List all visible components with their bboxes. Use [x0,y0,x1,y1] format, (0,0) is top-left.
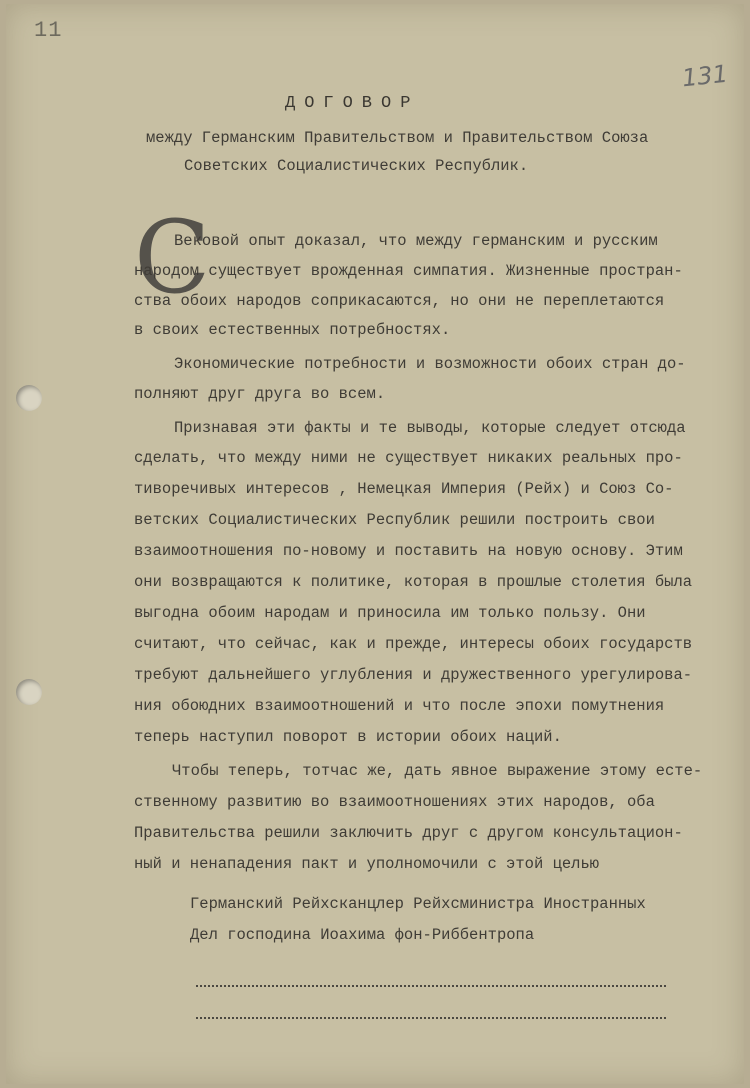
body-line: полняют друг друга во всем. [134,385,386,403]
ornamental-initial-mark: C [134,199,211,316]
body-line: Германский Рейхсканцлер Рейхсминистра Иностранных [190,895,646,913]
body-line: Чтобы теперь, тотчас же, дать явное выражение этому есте- [172,762,703,780]
body-line: считают, что сейчас, как и прежде, интересы обоих государств [134,635,693,653]
corner-mark: 11 [34,18,63,43]
body-line: тиворечивых интересов , Немецкая Империя (Рейх) и Союз Со- [134,480,674,498]
body-line: ственному развитию во взаимоотношениях этих народов, оба [134,793,655,811]
body-line: в своих естественных потребностях. [134,321,451,339]
body-line: ветских Социалистических Республик решили построить свои [134,511,655,529]
dotted-fill-line [196,1017,666,1019]
body-line: ства обоих народов соприкасаются, но они не переплетаются [134,292,665,310]
body-line: Дел господина Иоахима фон-Риббентропа [190,926,535,944]
page-number: 131 [680,59,730,93]
body-line: они возвращаются к политике, которая в прошлые столетия была [134,573,693,591]
subtitle-line: Советских Социалистических Республик. [184,157,529,175]
body-line: Признавая эти факты и те выводы, которые следует отсюда [174,419,686,437]
body-line: Правительства решили заключить друг с другом консультацион- [134,824,683,842]
punch-hole [16,679,42,705]
body-line: сделать, что между ними не существует никаких реальных про- [134,449,683,467]
body-line: теперь наступил поворот в истории обоих наций. [134,728,562,746]
body-line: Экономические потребности и возможности обоих стран до- [174,355,686,373]
subtitle-line: между Германским Правительством и Правительством Союза [146,129,649,147]
body-line: Вековой опыт доказал, что между германским и русским [174,232,658,250]
body-line: требуют дальнейшего углубления и дружественного урегулирова- [134,666,693,684]
body-line: ный и ненападения пакт и уполномочили с этой целью [134,855,600,873]
body-line: выгодна обоим народам и приносила им только пользу. Они [134,604,646,622]
body-line: взаимоотношения по-новому и поставить на новую основу. Этим [134,542,683,560]
body-line: ния обоюдних взаимоотношений и что после эпохи помутнения [134,697,665,715]
dotted-fill-line [196,985,666,987]
document-title: ДОГОВОР [285,94,420,113]
body-line: народом существует врожденная симпатия. Жизненные простран- [134,262,683,280]
punch-hole [16,385,42,411]
